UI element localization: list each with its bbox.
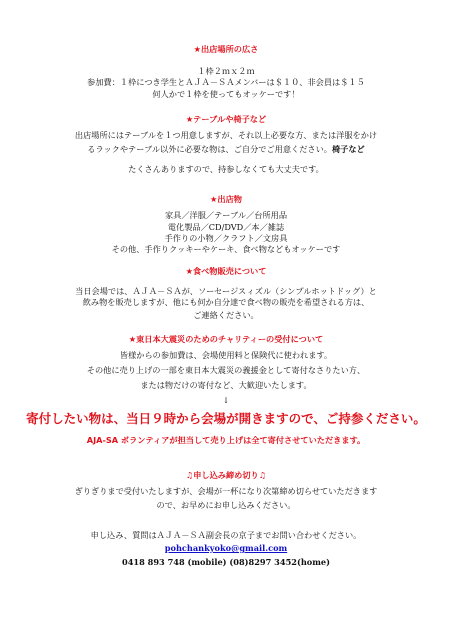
charity-line-1: 皆様からの参加費は、会場使用料と保険代に使われます。 xyxy=(119,350,333,360)
volunteer-callout: AJA-SA ボランティアが担当して売り上げは全て寄付させていただきます。 xyxy=(86,435,366,445)
booth-size-heading: ★出店場所の広さ xyxy=(193,44,259,54)
charity-heading: ★東日本大震災のためのチャリティーの受付について xyxy=(128,334,324,344)
items-heading: ★出店物 xyxy=(210,194,242,204)
food-line-1: 当日会場では、ＡＪＡ－ＳＡが、ソーセージスィズル（シンプルホットドッグ）と xyxy=(75,286,377,296)
contact-phones: 0418 893 748 (mobile) (08)8297 3452(home) xyxy=(122,557,330,567)
items-line-1: 家具／洋服／テーブル／台所用品 xyxy=(164,210,288,220)
items-line-3: 手作りの小物／クラフト／文房具 xyxy=(164,233,288,243)
contact-line: 申し込み、質問はＡＪＡ－ＳＡ副会長の京子までお問い合わせください。 xyxy=(90,530,362,540)
tables-heading: ★テーブルや椅子など xyxy=(185,114,267,124)
food-heading: ★食べ物販売について xyxy=(185,266,267,276)
down-arrow-icon: ↓ xyxy=(222,395,230,405)
food-line-2: 飲み物を販売しますが、他にも何か自分達で食べ物の販売を希望される方は、 xyxy=(82,297,370,307)
tables-line-1: 出店場所にはテーブルを１つ用意しますが、それ以上必要な方、または洋服をかけ xyxy=(74,130,378,140)
contact-email-link[interactable]: pohchankyoko@gmail.com xyxy=(164,543,288,553)
deadline-line-1: ぎりぎりまで受付いたしますが、会場が一杯になり次第締め切らせていただきます xyxy=(74,486,378,496)
items-line-2: 電化製品／CD/DVD／本／雑誌 xyxy=(167,222,285,232)
donation-callout: 寄付したい物は、当日９時から会場が開きますので、ご持参ください。 xyxy=(26,411,426,426)
fee-line: 参加費：１枠につき学生とＡＪＡ－ＳＡメンバーは＄１０、非会員は＄１５ xyxy=(87,77,365,87)
deadline-heading: ♫申し込み締め切り♫ xyxy=(185,470,267,480)
items-line-4: その他、手作りクッキーやケーキ、食べ物などもオッケーです xyxy=(111,244,341,254)
tables-line-3: たくさんありますので、持参しなくても大丈夫です。 xyxy=(128,164,324,174)
charity-line-2: その他に売り上げの一部を東日本大震災の義援金として寄付なさりたい方、 xyxy=(86,365,366,375)
contact-email-row xyxy=(0,543,452,553)
food-line-3: ご連絡ください。 xyxy=(193,310,259,320)
tables-line-2-text: るラックやテーブル以外に必要な物は、ご自分でご用意ください。 xyxy=(87,144,332,154)
deadline-line-2: ので、お早めにお申し込みください。 xyxy=(156,500,296,510)
booth-size-line: １枠２ｍｘ２ｍ xyxy=(197,66,255,76)
share-line: 何人かで１枠を使ってもオッケーです！ xyxy=(152,89,300,99)
tables-line-2-bold: 椅子など xyxy=(331,144,365,154)
charity-line-3: または物だけの寄付など、大歓迎いたします。 xyxy=(140,380,312,390)
tables-line-2 xyxy=(0,144,452,154)
